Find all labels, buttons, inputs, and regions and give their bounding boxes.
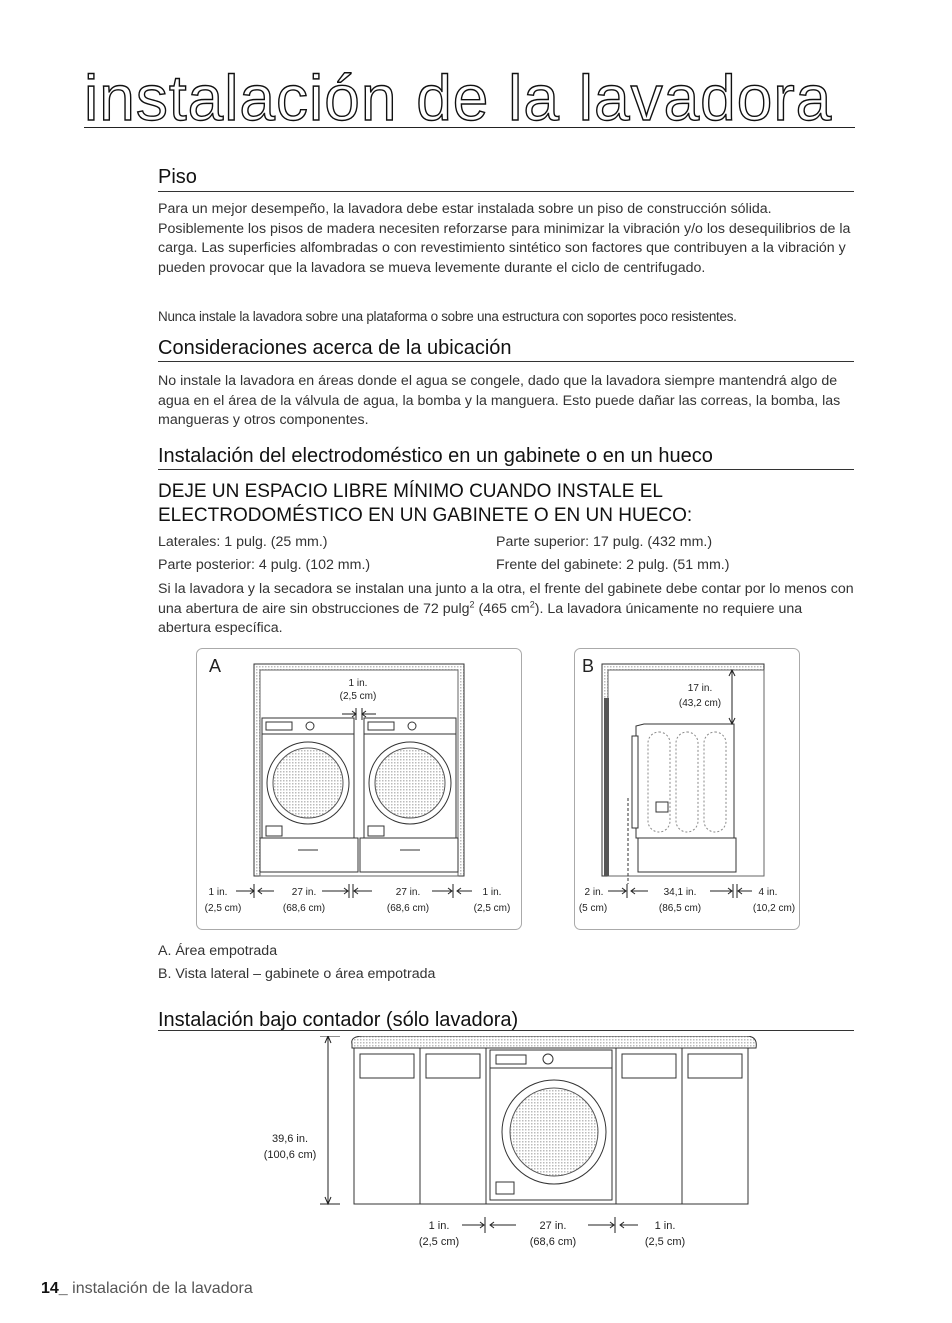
figure-b-dim-1-in: 2 in. — [584, 887, 604, 898]
clearance-posterior: Parte posterior: 4 pulg. (102 mm.) — [158, 557, 371, 573]
figure-a-dim-1-in: 1 in. — [208, 887, 228, 898]
figure-b-dim-1-cm: (5 cm) — [578, 903, 608, 914]
clearance-superior: Parte superior: 17 pulg. (432 mm.) — [496, 534, 713, 550]
clearance-heading-line2: ELECTRODOMÉSTICO EN UN GABINETE O EN UN HUECO: — [158, 505, 693, 526]
figure-b-dim-2-in: 34,1 in. — [663, 887, 697, 898]
page-title: instalación de la lavadora — [84, 62, 833, 134]
figure-undercounter — [240, 1036, 770, 1256]
heading-ubicacion: Consideraciones acerca de la ubicación — [158, 337, 512, 359]
rule-bajo-contador — [158, 1030, 854, 1031]
page-number: 14_ — [41, 1280, 68, 1297]
clearance-frente: Frente del gabinete: 2 pulg. (51 mm.) — [496, 557, 730, 573]
undercounter-dim-1-cm: (2,5 cm) — [418, 1236, 460, 1248]
figure-a-dim-3-cm: (68,6 cm) — [386, 903, 430, 914]
figure-a-dim-2-in: 27 in. — [291, 887, 317, 898]
figure-b-side-view — [574, 648, 800, 930]
caption-a: A. Área empotrada — [158, 943, 278, 959]
figure-b-dim-2-cm: (86,5 cm) — [658, 903, 702, 914]
ubicacion-paragraph: No instale la lavadora en áreas donde el agua se congele, dado que la lavadora siempre mantendrá algo de agua en el área de la válvula de agua, la bomba y la manguera. Esto puede dañar las correas, la bomba, las mangueras y otros componentes. — [158, 373, 841, 429]
figure-a-dim-3-in: 27 in. — [395, 887, 421, 898]
undercounter-dim-2-in: 27 in. — [539, 1220, 567, 1232]
heading-piso: Piso — [158, 166, 197, 188]
rule-gabinete — [158, 469, 854, 470]
figure-b-top-in: 17 in. — [687, 683, 713, 694]
heading-bajo-contador: Instalación bajo contador (sólo lavadora) — [158, 1009, 519, 1031]
figure-b-dim-3-cm: (10,2 cm) — [752, 903, 796, 914]
figure-a-dim-2-cm: (68,6 cm) — [282, 903, 326, 914]
rule-ubicacion — [158, 361, 854, 362]
clearance-heading-line1: DEJE UN ESPACIO LIBRE MÍNIMO CUANDO INSTALE EL — [158, 481, 664, 502]
figure-a-top-gap-in: 1 in. — [348, 678, 368, 689]
rule-piso — [158, 191, 854, 192]
undercounter-dim-3-in: 1 in. — [654, 1220, 676, 1232]
figure-a-dim-4-cm: (2,5 cm) — [473, 903, 511, 914]
figure-a-letter: A — [209, 656, 222, 676]
figure-a-dim-4-in: 1 in. — [482, 887, 502, 898]
gabinete-paragraph: Si la lavadora y la secadora se instalan una junto a la otra, el frente del gabinete debe contar por lo menos con una abertura de aire sin obstrucciones de 72 pulg$^2$ (465 $cm^2$). La lavadora únicamente no requiere una abertura específica. — [158, 581, 854, 637]
figure-a-dim-1-cm: (2,5 cm) — [204, 903, 242, 914]
figure-b-dim-3-in: 4 in. — [758, 887, 778, 898]
undercounter-height-cm: (100,6 cm) — [263, 1149, 317, 1161]
figure-b-letter: B — [582, 656, 595, 676]
undercounter-height-in: 39,6 in. — [271, 1133, 309, 1145]
clearance-laterales: Laterales: 1 pulg. (25 mm.) — [158, 534, 328, 550]
piso-warning: Nunca instale la lavadora sobre una plataforma o sobre una estructura con soportes poco resistentes. — [158, 309, 737, 324]
page-footer — [41, 1280, 253, 1298]
undercounter-dim-2-cm: (68,6 cm) — [529, 1236, 577, 1248]
undercounter-dim-3-cm: (2,5 cm) — [644, 1236, 686, 1248]
figure-a-recessed-area — [196, 648, 522, 930]
figure-a-top-gap-cm: (2,5 cm) — [339, 691, 377, 702]
heading-gabinete: Instalación del electrodoméstico en un gabinete o en un hueco — [158, 445, 713, 467]
piso-paragraph: Para un mejor desempeño, la lavadora debe estar instalada sobre un piso de construcción sólida. Posiblemente los pisos de madera necesiten reforzarse para minimizar la vibración y/o los desequilibrios de la carga. Las superficies alfombradas o con revestimiento sintético son factores que contribuyen a la vibración y pueden provocar que la lavadora se mueva levemente durante el ciclo de centrifugado. — [158, 201, 851, 276]
caption-b: B. Vista lateral – gabinete o área empotrada — [158, 966, 436, 982]
footer-text: instalación de la lavadora — [67, 1280, 253, 1297]
figure-b-top-cm: (43,2 cm) — [678, 698, 722, 709]
title-rule — [84, 127, 855, 128]
undercounter-dim-1-in: 1 in. — [428, 1220, 450, 1232]
